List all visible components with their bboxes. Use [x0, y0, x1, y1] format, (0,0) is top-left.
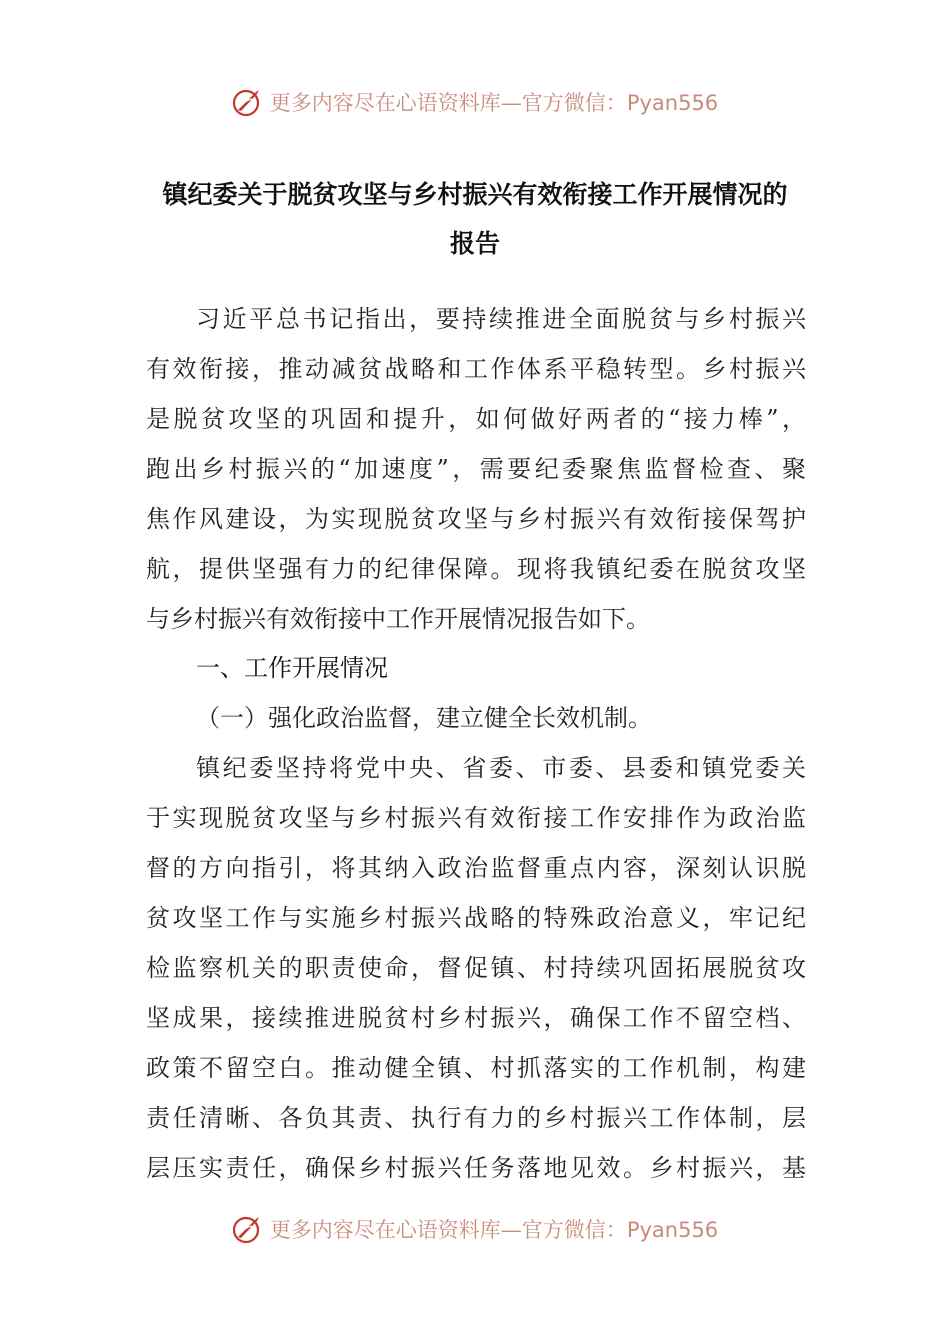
- watermark-banner-bottom: [0, 1209, 950, 1249]
- paragraph-line-1: 镇纪委坚持将党中央、省委、市委、县委和镇党委关: [196, 754, 806, 782]
- paragraph-line-4: 贫攻坚工作与实施乡村振兴战略的特殊政治意义，牢记纪: [146, 904, 806, 932]
- intro-line-4: 跑出乡村振兴的“加速度”，需要纪委聚焦监督检查、聚: [146, 455, 806, 483]
- paragraph-line-8: 责任清晰、各负其责、执行有力的乡村振兴工作体制，层: [146, 1104, 806, 1132]
- watermark-text: 更多内容尽在心语资料库—官方微信：Pyan556: [269, 1218, 719, 1242]
- paragraph-line-6: 坚成果，接续推进脱贫村乡村振兴，确保工作不留空档、: [146, 1004, 806, 1032]
- paragraph-line-7: 政策不留空白。推动健全镇、村抓落实的工作机制，构建: [146, 1054, 806, 1082]
- intro-line-1: 习近平总书记指出，要持续推进全面脱贫与乡村振兴: [196, 305, 806, 333]
- wechat-id: Pyan556: [626, 91, 719, 115]
- section-heading: 一、工作开展情况: [196, 654, 388, 682]
- watermark-banner-top: [0, 82, 950, 122]
- quill-logo-icon: [232, 1213, 264, 1245]
- quill-logo-icon: [232, 86, 264, 118]
- subsection-heading: （一）强化政治监督，建立健全长效机制。: [196, 704, 652, 732]
- paragraph-line-2: 于实现脱贫攻坚与乡村振兴有效衔接工作安排作为政治监: [146, 804, 806, 832]
- paragraph-line-9: 层压实责任，确保乡村振兴任务落地见效。乡村振兴，基: [146, 1154, 806, 1182]
- paragraph-line-3: 督的方向指引，将其纳入政治监督重点内容，深刻认识脱: [146, 854, 806, 882]
- intro-line-2: 有效衔接，推动减贫战略和工作体系平稳转型。乡村振兴: [146, 355, 806, 383]
- wechat-id: Pyan556: [626, 1218, 719, 1242]
- intro-line-6: 航，提供坚强有力的纪律保障。现将我镇纪委在脱贫攻坚: [146, 555, 806, 583]
- intro-line-7: 与乡村振兴有效衔接中工作开展情况报告如下。: [146, 605, 650, 633]
- document-title-line-1: 镇纪委关于脱贫攻坚与乡村振兴有效衔接工作开展情况的: [162, 180, 788, 209]
- watermark-text: 更多内容尽在心语资料库—官方微信：Pyan556: [269, 91, 719, 115]
- intro-line-5: 焦作风建设，为实现脱贫攻坚与乡村振兴有效衔接保驾护: [146, 505, 806, 533]
- document-title-line-2: 报告: [449, 229, 500, 258]
- intro-line-3: 是脱贫攻坚的巩固和提升，如何做好两者的“接力棒”，: [146, 405, 806, 433]
- paragraph-line-5: 检监察机关的职责使命，督促镇、村持续巩固拓展脱贫攻: [146, 954, 806, 982]
